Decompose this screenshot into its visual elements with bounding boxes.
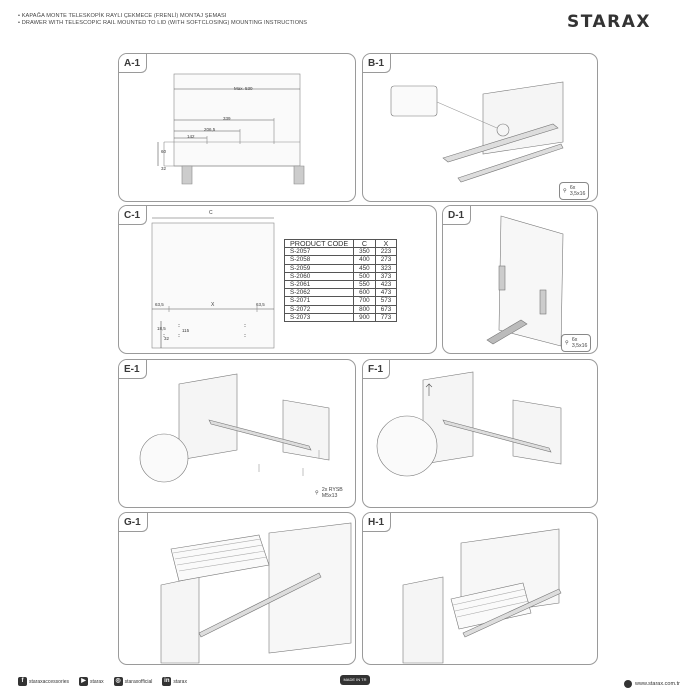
cell-x: 673 <box>375 305 397 313</box>
footer-social <box>18 677 187 686</box>
cell-x: 423 <box>375 281 397 289</box>
cell-c: 900 <box>354 313 376 321</box>
c1-dim-v2: 18,5 <box>157 326 166 331</box>
table-row <box>285 297 397 305</box>
screw-size: 3,5x16 <box>569 191 586 197</box>
cell-c: 700 <box>354 297 376 305</box>
a1-dim-3: 142 <box>187 134 195 139</box>
starax-logo: STARAX <box>567 12 652 32</box>
cell-code: S-2071 <box>285 297 354 305</box>
cell-x: 223 <box>375 248 397 256</box>
b1-rail-drawing <box>363 54 597 201</box>
header-text <box>18 13 307 28</box>
panel-g1 <box>118 512 356 665</box>
c1-dim-v1: 32 <box>164 336 170 341</box>
social-youtube[interactable] <box>79 677 104 686</box>
g1-basket-drawing <box>119 513 355 664</box>
cell-x: 273 <box>375 256 397 264</box>
header-x: X <box>375 240 397 248</box>
c1-dim-c: C <box>209 210 213 216</box>
panel-label: C-1 <box>119 206 147 225</box>
e1-assembly-drawing <box>119 360 355 507</box>
table-row <box>285 305 397 313</box>
d1-mounting-drawing <box>443 206 597 353</box>
d1-screw-spec <box>561 334 591 352</box>
social-facebook[interactable] <box>18 677 69 686</box>
screw-icon: ⚲ <box>563 188 567 194</box>
a1-dim-max: Max. 530 <box>234 86 253 91</box>
e1-screw-spec <box>315 487 343 499</box>
cell-c: 500 <box>354 272 376 280</box>
cell-code: S-2073 <box>285 313 354 321</box>
screw-qty: 2x RYSB <box>321 487 343 493</box>
screw-icon: ⚲ <box>565 340 569 346</box>
cell-x: 573 <box>375 297 397 305</box>
c1-dim-right: 63,5 <box>256 302 265 307</box>
panel-label: G-1 <box>119 513 148 532</box>
instagram-icon: ◎ <box>115 678 121 684</box>
product-table <box>284 239 397 322</box>
c1-dim-v3: 115 <box>182 328 190 333</box>
panel-e1 <box>118 359 356 508</box>
screw-qty: 6x <box>569 185 576 191</box>
website-label: www.starax.com.tr <box>635 681 680 687</box>
cell-x: 473 <box>375 289 397 297</box>
panel-a1 <box>118 53 356 202</box>
social-label: staraxaccessories <box>29 678 70 685</box>
table-row <box>285 264 397 272</box>
table-row <box>285 289 397 297</box>
panel-label: B-1 <box>363 54 391 73</box>
screw-size: M5x13 <box>321 493 338 499</box>
f1-assembly-drawing <box>363 360 597 507</box>
made-in-badge: MADE IN TR <box>340 675 370 685</box>
cell-code: S-2062 <box>285 289 354 297</box>
table-row <box>285 281 397 289</box>
table-header-row <box>285 240 397 248</box>
panel-b1 <box>362 53 598 202</box>
cell-c: 600 <box>354 289 376 297</box>
social-label: starax <box>173 678 187 685</box>
table-row <box>285 272 397 280</box>
table-row <box>285 313 397 321</box>
cell-c: 800 <box>354 305 376 313</box>
screw-icon: ⚲ <box>315 490 319 496</box>
panel-label: A-1 <box>119 54 147 73</box>
panel-label: F-1 <box>363 360 390 379</box>
cell-c: 400 <box>354 256 376 264</box>
header-c: C <box>354 240 376 248</box>
social-instagram[interactable] <box>114 677 153 686</box>
c1-dim-x: X <box>211 302 215 308</box>
a1-dim-2: 206,5 <box>204 127 216 132</box>
header-line-en: • DRAWER WITH TELESCOPIC RAIL MOUNTED TO LID (WITH SOFTCLOSING) MOUNTING INSTRUCTIONS <box>18 20 308 27</box>
a1-dim-5: 32 <box>161 166 167 171</box>
table-row <box>285 256 397 264</box>
screw-qty: 6x <box>571 337 578 343</box>
a1-dim-1: 339 <box>223 116 231 121</box>
c1-dim-left: 63,5 <box>155 302 164 307</box>
b1-screw-spec <box>559 182 589 200</box>
cell-x: 323 <box>375 264 397 272</box>
cell-code: S-2058 <box>285 256 354 264</box>
a1-dim-4: 60 <box>161 149 167 154</box>
cell-code: S-2060 <box>285 272 354 280</box>
h1-final-drawing <box>363 513 597 664</box>
linkedin-icon: in <box>164 678 170 684</box>
panel-h1 <box>362 512 598 665</box>
social-linkedin[interactable] <box>162 677 187 686</box>
cell-x: 773 <box>375 313 397 321</box>
social-label: starax <box>90 678 104 685</box>
header-code: PRODUCT CODE <box>285 240 354 248</box>
youtube-icon: ▶ <box>79 677 88 686</box>
cell-code: S-2072 <box>285 305 354 313</box>
table-row <box>285 248 397 256</box>
cell-code: S-2057 <box>285 248 354 256</box>
panel-label: E-1 <box>119 360 147 379</box>
social-label: staraxofficial <box>124 678 153 685</box>
panel-f1 <box>362 359 598 508</box>
website-link[interactable] <box>624 680 680 688</box>
cell-code: S-2059 <box>285 264 354 272</box>
facebook-icon: f <box>18 677 27 686</box>
screw-size: 3,5x16 <box>571 343 588 349</box>
cell-x: 373 <box>375 272 397 280</box>
cell-c: 350 <box>354 248 376 256</box>
cell-c: 550 <box>354 281 376 289</box>
panel-label: D-1 <box>443 206 471 225</box>
panel-label: H-1 <box>363 513 391 532</box>
panel-d1 <box>442 205 598 354</box>
header-line-tr: • KAPAĞA MONTE TELESKOPİK RAYLI ÇEKMECE (FRENLİ) MONTAJ ŞEMASI <box>18 13 227 19</box>
a1-cabinet-drawing <box>119 54 355 201</box>
cell-code: S-2061 <box>285 281 354 289</box>
globe-icon <box>624 680 632 688</box>
cell-c: 450 <box>354 264 376 272</box>
